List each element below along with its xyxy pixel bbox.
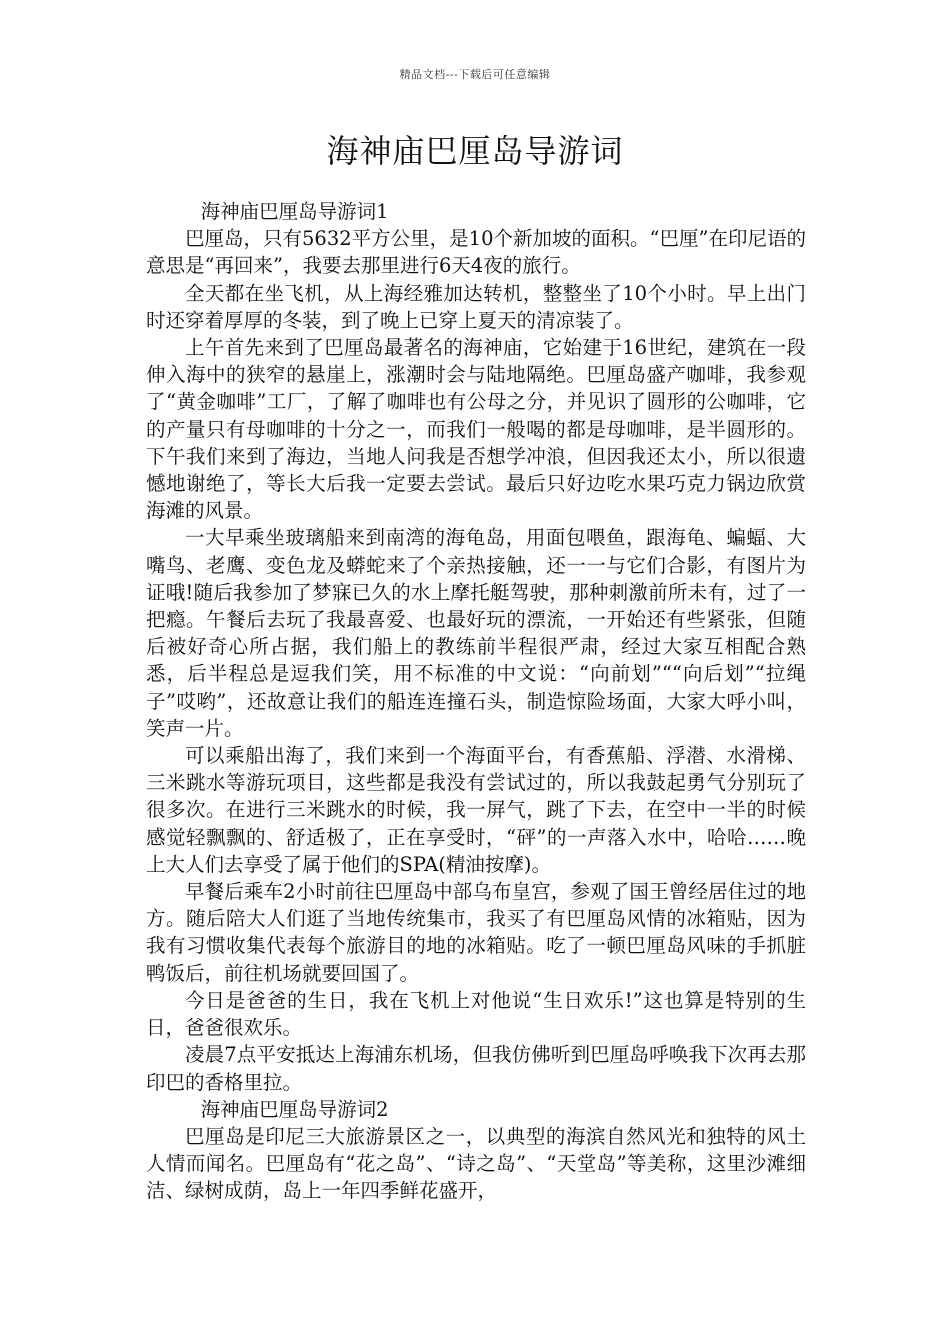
document-title: 海神庙巴厘岛导游词 [326, 132, 624, 170]
paragraph: 早餐后乘车2小时前往巴厘岛中部乌布皇宫，参观了国王曾经居住过的地方。随后陪大人们逛了当地传统集市，我买了有巴厘岛风情的冰箱贴，因为我有习惯收集代表每个旅游目的地的冰箱贴。吃了一顿巴厘岛风味的手抓脏鸭饭后，前往机场就要回国了。 [146, 880, 806, 985]
section-heading-2: 海神庙巴厘岛导游词2 [200, 1097, 389, 1121]
paragraph: 巴厘岛是印尼三大旅游景区之一，以典型的海滨自然风光和独特的风土人情而闻名。巴厘岛有“花之岛”、“诗之岛”、“天堂岛”等美称，这里沙滩细洁、绿树成荫，岛上一年四季鲜花盛开， [146, 1124, 806, 1203]
paragraph: 全天都在坐飞机，从上海经雅加达转机，整整坐了10个小时。早上出门时还穿着厚厚的冬装，到了晚上已穿上夏天的清凉装了。 [146, 281, 806, 332]
paragraph: 一大早乘坐玻璃船来到南湾的海龟岛，用面包喂鱼，跟海龟、蝙蝠、大嘴鸟、老鹰、变色龙及蟒蛇来了个亲热接触，还一一与它们合影，有图片为证哦!随后我参加了梦寐已久的水上摩托艇驾驶，那种刺激前所未有，过了一把瘾。午餐后去玩了我最喜爱、也最好玩的漂流，一开始还有些紧张，但随后被好奇心所占据，我们船上的教练前半程很严肃，经过大家互相配合熟悉，后半程总是逗我们笑，用不标准的中文说：“向前划”““向后划”“拉绳子”哎哟”，还故意让我们的船连连撞石头，制造惊险场面，大家大呼小叫，笑声一片。 [146, 526, 806, 740]
paragraph: 今日是爸爸的生日，我在飞机上对他说“生日欢乐!”这也算是特别的生日，爸爸很欢乐。 [146, 988, 806, 1040]
page-header-note: 精品文档---下载后可任意编辑 [399, 68, 551, 81]
document-body [146, 198, 806, 1205]
paragraph: 凌晨7点平安抵达上海浦东机场，但我仿佛听到巴厘岛呼唤我下次再去那印巴的香格里拉。 [146, 1043, 806, 1094]
section-heading-1: 海神庙巴厘岛导游词1 [200, 200, 389, 223]
paragraph: 可以乘船出海了，我们来到一个海面平台，有香蕉船、浮潜、水滑梯、三米跳水等游玩项目，这些都是我没有尝试过的，所以我鼓起勇气分别玩了很多次。在进行三米跳水的时候，我一屏气，跳了下去，在空中一半的时候感觉轻飘飘的、舒适极了，正在享受时，“砰”的一声落入水中，哈哈……晚上大人们去享受了属于他们的SPA(精油按摩)。 [146, 744, 806, 876]
paragraph: 上午首先来到了巴厘岛最著名的海神庙，它始建于16世纪，建筑在一段伸入海中的狭窄的悬崖上，涨潮时会与陆地隔绝。巴厘岛盛产咖啡，我参观了“黄金咖啡”工厂，了解了咖啡也有公母之分，并见识了圆形的公咖啡，它的产量只有母咖啡的十分之一，而我们一般喝的都是母咖啡，是半圆形的。下午我们来到了海边，当地人问我是否想学冲浪，但因我还太小，所以很遗憾地谢绝了，等长大后我一定要去尝试。最后只好边吃水果巧克力锅边欣赏海滩的风景。 [146, 336, 806, 523]
paragraph: 巴厘岛，只有5632平方公里，是10个新加坡的面积。“巴厘”在印尼语的意思是“再回来”，我要去那里进行6天4夜的旅行。 [146, 227, 806, 278]
